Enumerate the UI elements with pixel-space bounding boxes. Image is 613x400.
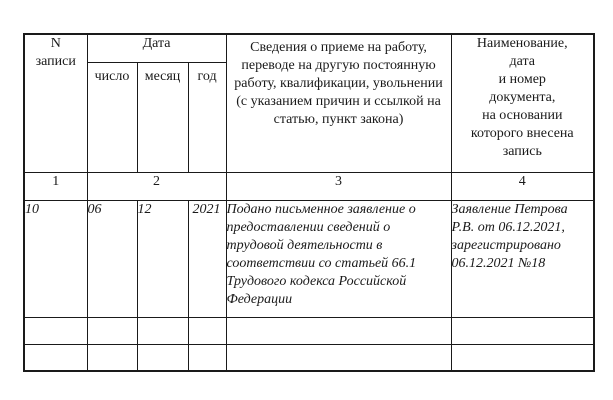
entry-number: 10 [24, 200, 87, 317]
header-employment-info: Сведения о приеме на работу, переводе на другую постоянную работу, квалификации, увольнении (с указанием причин и ссылкой на статью, пункт закона) [226, 34, 451, 172]
column-number-3: 3 [226, 172, 451, 200]
header-date: Дата [87, 34, 226, 62]
empty-row [24, 344, 594, 371]
entry-document: Заявление Петрова Р.В. от 06.12.2021, зарегистрировано 06.12.2021 №18 [451, 200, 594, 317]
entry-month: 12 [137, 200, 188, 317]
header-document: Наименование, дата и номер документа, на основании которого внесена запись [451, 34, 594, 172]
entry-employment-info: Подано письменное заявление о предоставлении сведений о трудовой деятельности в соответствии со статьей 66.1 Трудового кодекса Российской Федерации [226, 200, 451, 317]
header-day: число [87, 62, 137, 172]
entry-year: 2021 [188, 200, 226, 317]
column-number-4: 4 [451, 172, 594, 200]
column-number-1: 1 [24, 172, 87, 200]
column-number-2: 2 [87, 172, 226, 200]
work-record-table [23, 33, 595, 372]
empty-row [24, 317, 594, 344]
header-entry-number: N записи [24, 34, 87, 172]
header-year: год [188, 62, 226, 172]
header-month: месяц [137, 62, 188, 172]
entry-day: 06 [87, 200, 137, 317]
